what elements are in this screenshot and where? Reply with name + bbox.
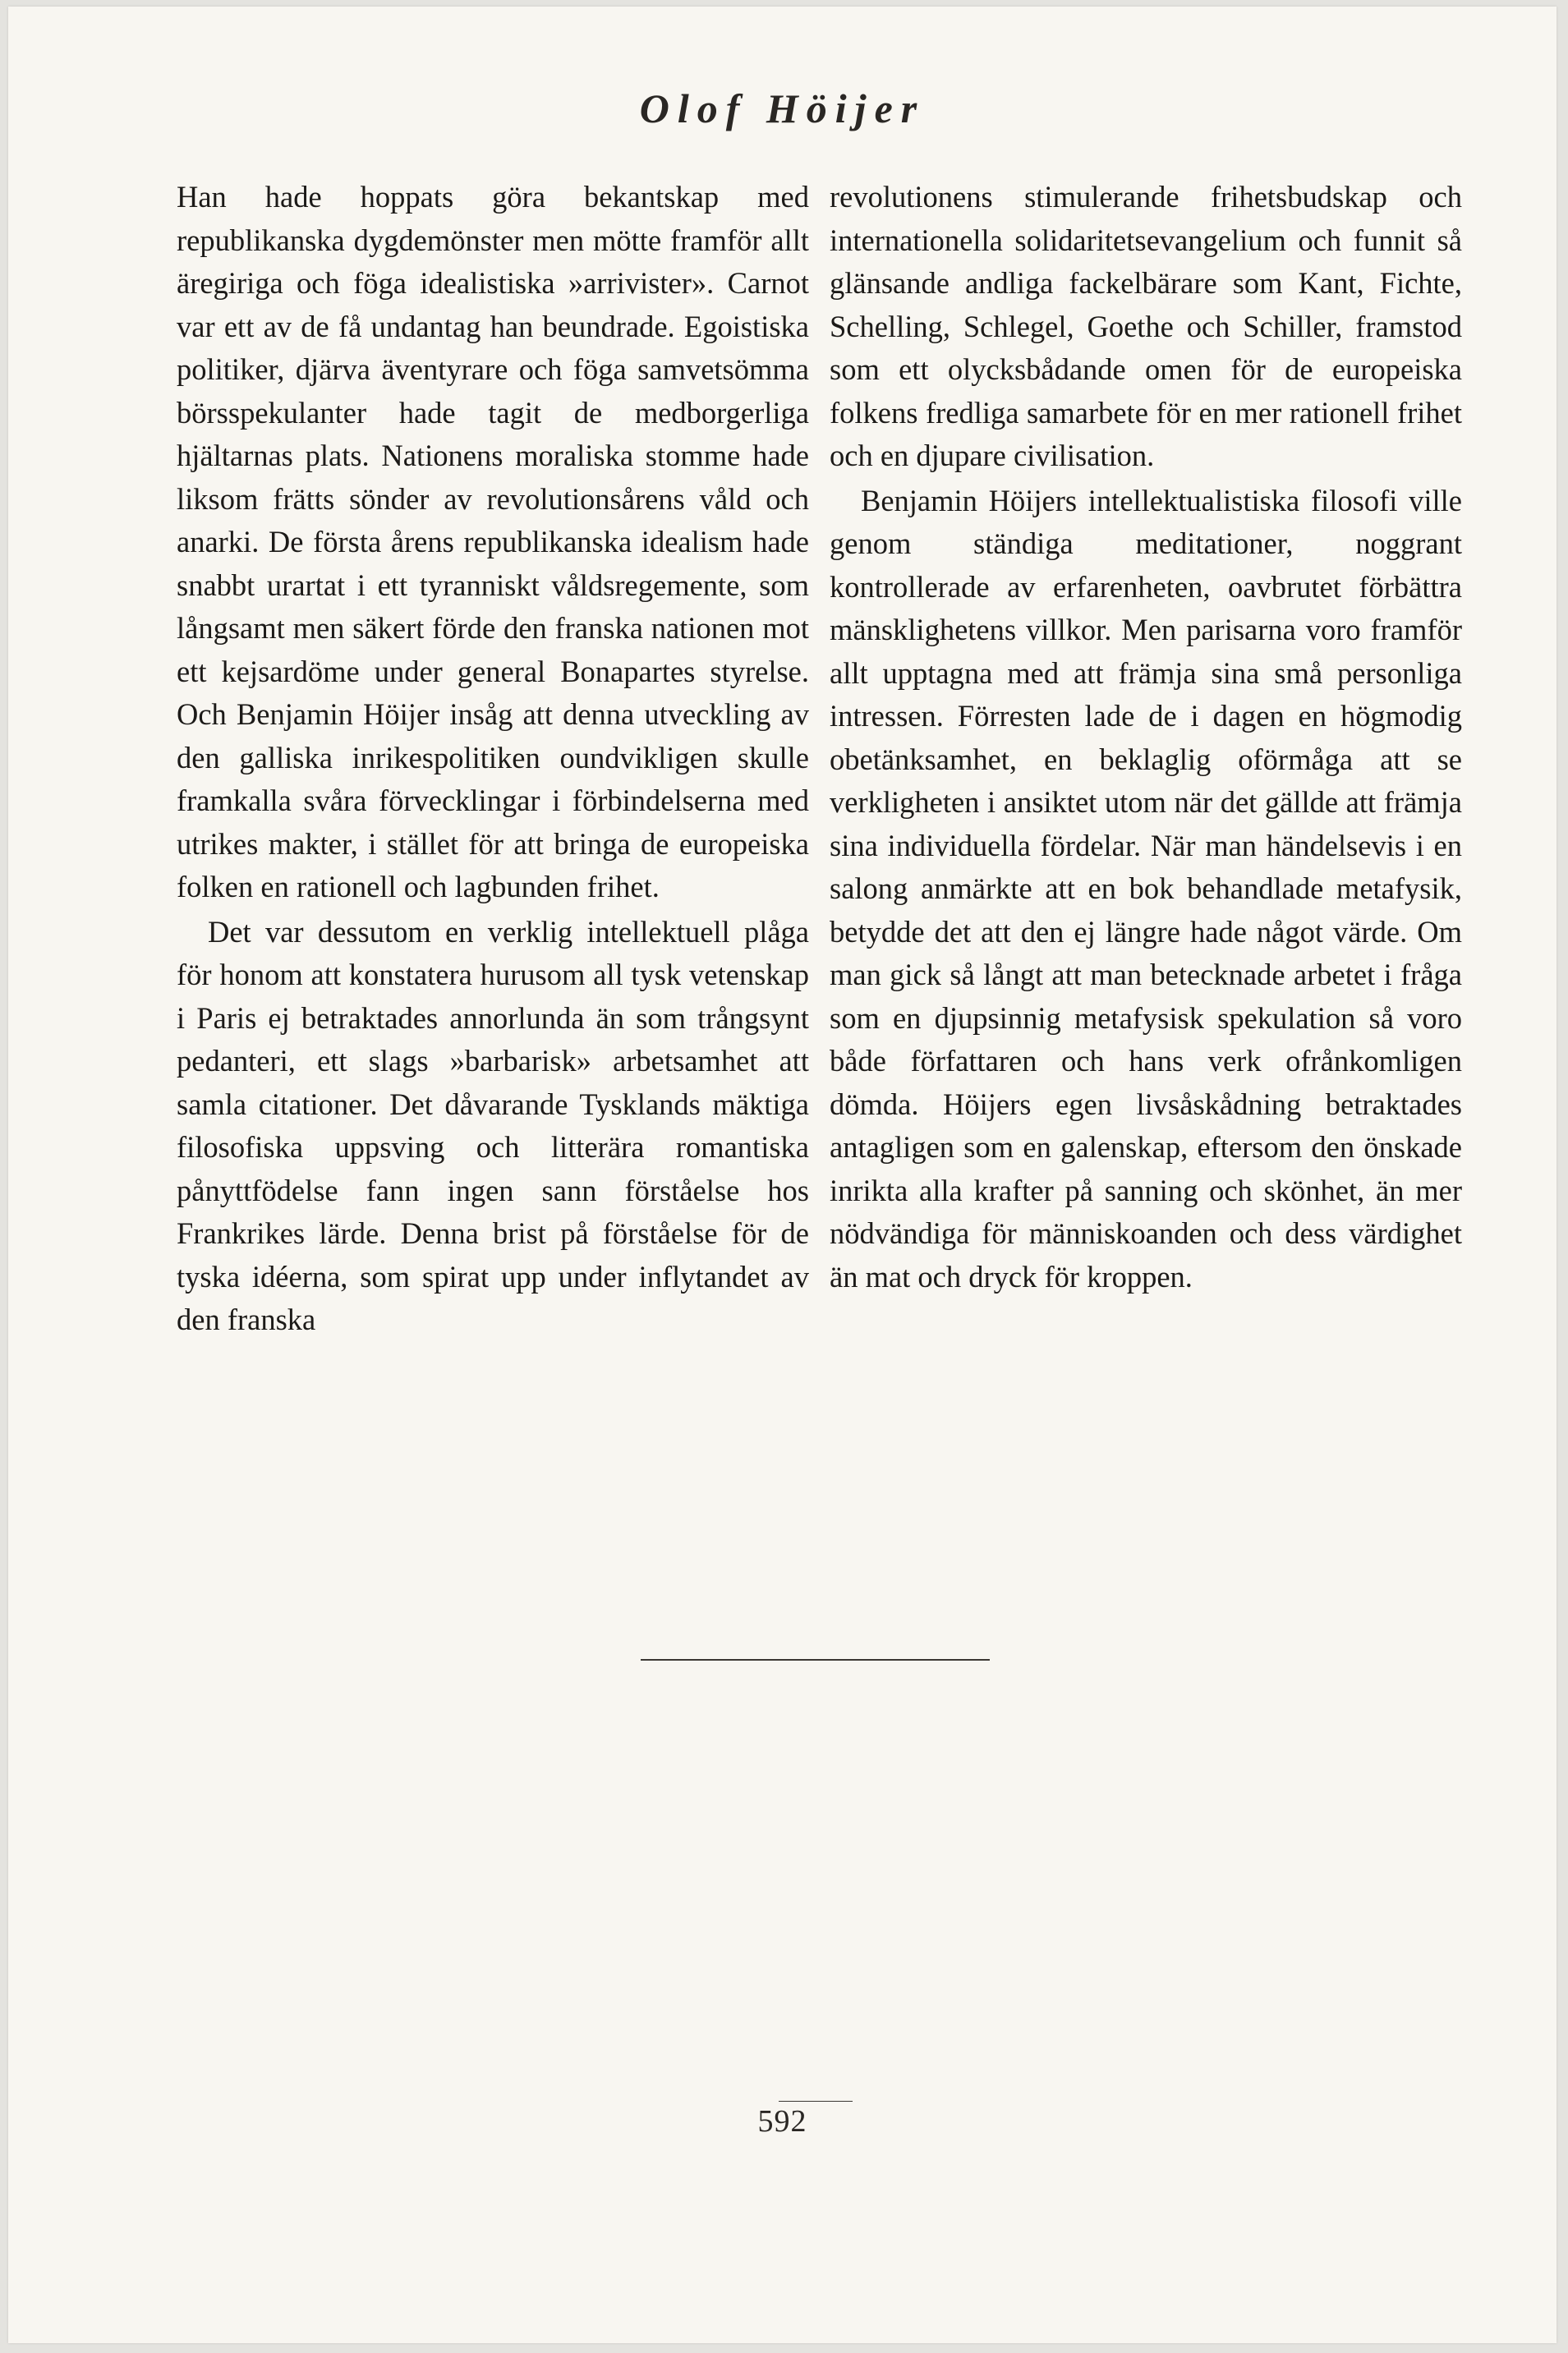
page-number-rule xyxy=(779,2101,853,2102)
page-number: 592 xyxy=(757,2104,807,2139)
book-page xyxy=(8,7,1557,2343)
running-head: Olof Höijer xyxy=(639,85,926,131)
section-divider xyxy=(641,1659,990,1661)
paragraph: Benjamin Höijers intellektualistiska filosofi ville genom ständiga meditationer, noggrant kontrollerade av erfarenheten, oavbrutet förbättra mänsklighetens villkor. Men parisarna voro framför allt upptagna med att främja sina små personliga intressen. Förresten lade de i dagen en högmodig obetänksamhet, en beklaglig oförmåga att se verkligheten i ansiktet utom när det gällde att främja sina individuella fördelar. När man händelsevis i en salong anmärkte att en bok behandlade metafysik, betydde det att den ej längre hade något värde. Om man gick så långt att man betecknade arbetet i fråga som en djupsinnig metafysisk spekulation så voro både författaren och hans verk ofrånkomligen dömda. Höijers egen livsåskådning betraktades antagligen som en galenskap, eftersom den önskade inrikta alla krafter på sanning och skönhet, än mer nödvändiga för människoanden och dess värdighet än mat och dryck för kroppen. xyxy=(830,483,1462,1294)
paragraph: revolutionens stimulerande frihetsbudskap och internationella solidaritetsevangelium och funnit så glänsande andliga fackelbärare som Kant, Fichte, Schelling, Schlegel, Goethe och Schiller, framstod som ett olycksbådande omen för de europeiska folkens fredliga samarbete för en mer rationell frihet och en djupare civilisation. xyxy=(830,180,1462,472)
paragraph: Han hade hoppats göra bekantskap med republikanska dygdemönster men mötte framför allt äregiriga och föga idealistiska »arrivister». Carnot var ett av de få undantag han beundrade. Egoistiska politiker, djärva äventyrare och föga samvetsömma börsspekulanter hade tagit de medborgerliga hjältarnas plats. Nationens moraliska stomme hade liksom frätts sönder av revolutionsårens våld och anarki. De första årens republikanska idealism hade snabbt urartat i ett tyranniskt våldsregemente, som långsamt men säkert förde den franska nationen mot ett kejsardöme under general Bonapartes styrelse. Och Benjamin Höijer insåg att denna utveckling av den galliska inrikespolitiken oundvikligen skulle framkalla svåra förvecklingar i förbindelserna med utrikes makter, i stället för att bringa de europeiska folken en rationell och lagbunden frihet. xyxy=(177,180,809,903)
paragraph: Det var dessutom en verklig intellektuell plåga för honom att konstatera hurusom all tysk vetenskap i Paris ej betraktades annorlunda än som trångsynt pedanteri, ett slags »barbarisk» arbetsamhet att samla citationer. Det dåvarande Tysklands mäktiga filosofiska uppsving och litterära romantiska pånyttfödelse fann ingen sann förståelse hos Frankrikes lärde. Denna brist på förståelse för de tyska idéerna, som spirat upp under inflytandet av den franska xyxy=(177,914,809,1336)
left-column xyxy=(177,176,809,1342)
right-column xyxy=(830,176,1462,1298)
